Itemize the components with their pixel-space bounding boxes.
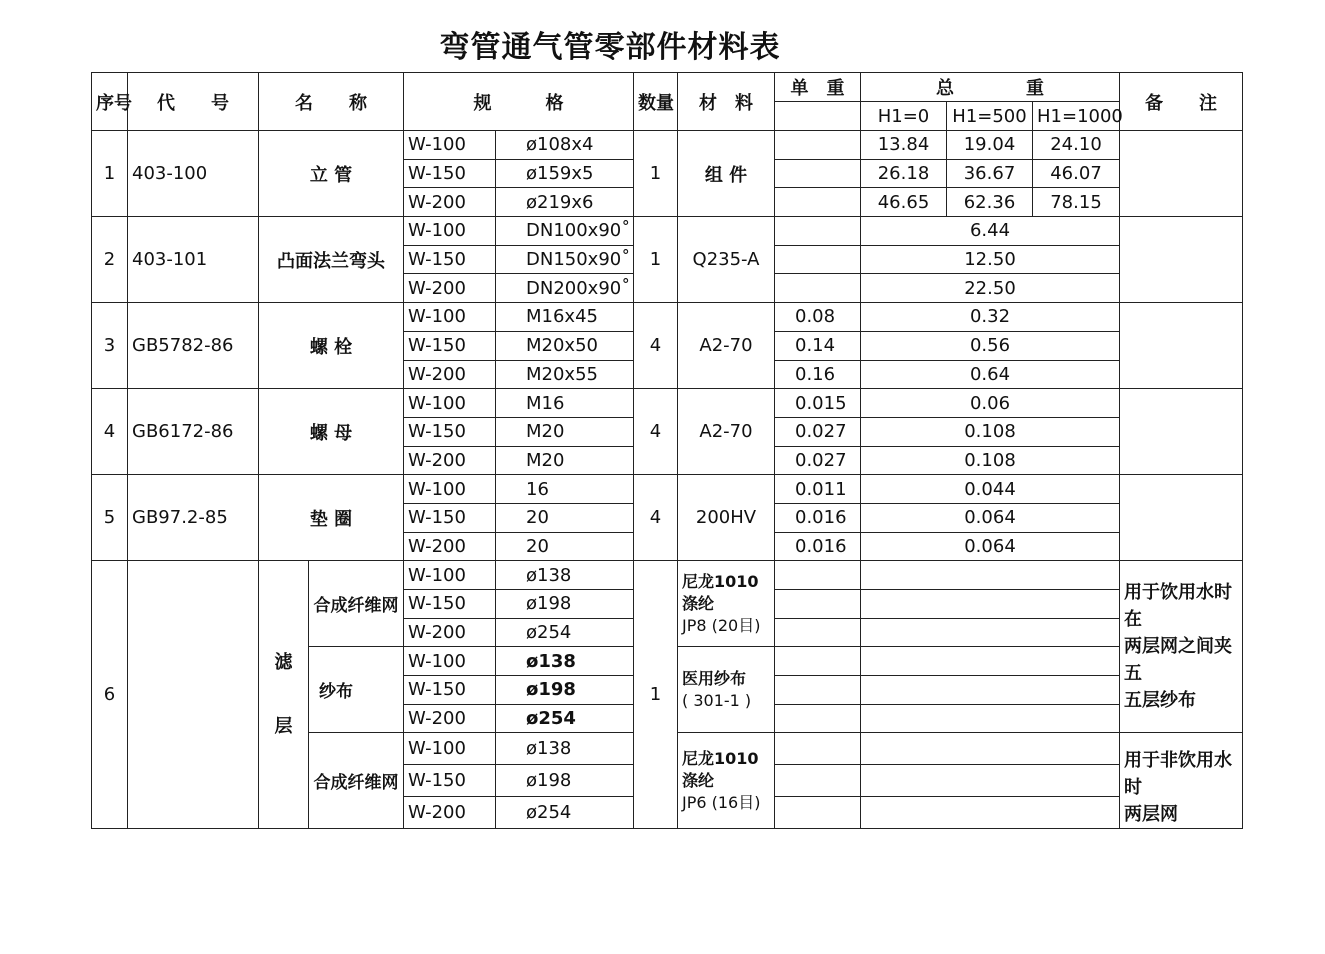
cell-unit-weight [775,245,861,274]
cell-remarks [1120,389,1243,475]
cell-total-h1-0: 13.84 [861,131,947,160]
cell-total-weight: 12.50 [861,245,1120,274]
cell-spec: DN200x90˚ [496,274,634,303]
cell-unit-weight [775,618,861,647]
cell-total-h1-1000: 24.10 [1033,131,1120,160]
cell-total-weight: 0.108 [861,446,1120,475]
cell-total-weight: 0.064 [861,532,1120,561]
cell-unit-weight: 0.015 [775,389,861,418]
cell-sub-name: 纱布 [309,647,404,733]
cell-model: W-100 [404,561,496,590]
cell-code: 403-101 [128,217,259,303]
cell-qty: 1 [634,217,678,303]
cell-model: W-200 [404,618,496,647]
cell-model: W-200 [404,360,496,389]
cell-unit-weight: 0.16 [775,360,861,389]
cell-seq: 6 [92,561,128,829]
material-line: 尼龙1010 [682,748,759,768]
table-row [92,217,1243,246]
cell-material [678,733,775,829]
header-seq: 序号 [92,73,128,131]
cell-total-h1-500: 19.04 [947,131,1033,160]
remark-line: 五层纱布 [1124,690,1196,712]
cell-spec: ø254 [496,618,634,647]
cell-unit-weight [775,274,861,303]
cell-unit-weight [775,590,861,619]
cell-material: 组 件 [678,131,775,217]
table-row [92,131,1243,160]
cell-total-weight [861,797,1120,829]
cell-seq: 4 [92,389,128,475]
cell-code [128,561,259,829]
cell-remarks [1120,475,1243,561]
cell-code: 403-100 [128,131,259,217]
remark-line: 用于饮用水时在 [1124,582,1232,631]
cell-qty: 4 [634,475,678,561]
filter-name-char: 层 [274,715,293,737]
material-line: 尼龙1010 [682,571,759,591]
cell-model: W-150 [404,417,496,446]
cell-name: 垫 圈 [259,475,404,561]
cell-unit-weight [775,765,861,797]
cell-total-weight [861,590,1120,619]
cell-unit-weight: 0.011 [775,475,861,504]
cell-code: GB97.2-85 [128,475,259,561]
cell-total-weight [861,561,1120,590]
header-h1-1000: H1=1000 [1033,102,1120,131]
material-line: 涤纶 [682,593,715,613]
cell-seq: 2 [92,217,128,303]
filter-name-char: 滤 [274,651,293,673]
cell-unit-weight [775,131,861,160]
cell-unit-weight: 0.016 [775,503,861,532]
cell-model: W-200 [404,188,496,217]
header-h1-0: H1=0 [861,102,947,131]
cell-spec: 16 [496,475,634,504]
cell-spec: DN150x90˚ [496,245,634,274]
cell-qty: 4 [634,389,678,475]
header-remarks: 备 注 [1120,73,1243,131]
cell-qty: 1 [634,131,678,217]
cell-unit-weight: 0.14 [775,331,861,360]
cell-model: W-200 [404,797,496,829]
cell-sub-name: 合成纤维网 [309,561,404,647]
cell-unit-weight [775,676,861,705]
cell-model: W-100 [404,303,496,332]
cell-spec: M16x45 [496,303,634,332]
cell-model: W-150 [404,503,496,532]
cell-material: A2-70 [678,303,775,389]
cell-seq: 1 [92,131,128,217]
cell-total-weight [861,676,1120,705]
cell-total-weight: 6.44 [861,217,1120,246]
cell-material [678,561,775,647]
cell-sub-name: 合成纤维网 [309,733,404,829]
table-row [92,561,1243,590]
cell-spec: ø138 [496,561,634,590]
cell-total-h1-1000: 78.15 [1033,188,1120,217]
cell-model: W-100 [404,131,496,160]
cell-unit-weight [775,733,861,765]
cell-spec: M20 [496,446,634,475]
remark-line: 两层网 [1124,804,1178,826]
cell-total-h1-500: 36.67 [947,159,1033,188]
cell-seq: 5 [92,475,128,561]
cell-unit-weight [775,647,861,676]
cell-unit-weight [775,797,861,829]
cell-remarks [1120,733,1243,829]
cell-qty: 4 [634,303,678,389]
header-unit-weight-blank [775,102,861,131]
cell-unit-weight [775,704,861,733]
cell-material: A2-70 [678,389,775,475]
cell-spec: M20x55 [496,360,634,389]
remark-line: 用于非饮用水时 [1124,750,1232,799]
cell-spec: ø198 [496,676,634,705]
cell-unit-weight [775,159,861,188]
cell-spec: DN100x90˚ [496,217,634,246]
cell-total-weight [861,618,1120,647]
cell-total-weight [861,733,1120,765]
material-line: 涤纶 [682,770,715,790]
cell-unit-weight: 0.027 [775,446,861,475]
cell-spec: ø254 [496,704,634,733]
cell-total-h1-1000: 46.07 [1033,159,1120,188]
cell-unit-weight [775,217,861,246]
header-material: 材 料 [678,73,775,131]
cell-material [678,647,775,733]
cell-remarks [1120,131,1243,217]
cell-spec: M20 [496,417,634,446]
cell-spec: M20x50 [496,331,634,360]
cell-name: 立 管 [259,131,404,217]
cell-model: W-150 [404,765,496,797]
cell-total-weight: 0.32 [861,303,1120,332]
cell-total-weight: 0.56 [861,331,1120,360]
table-row [92,303,1243,332]
cell-spec: M16 [496,389,634,418]
cell-material: Q235-A [678,217,775,303]
cell-model: W-100 [404,389,496,418]
cell-total-weight: 22.50 [861,274,1120,303]
header-row [92,73,1243,102]
cell-total-h1-0: 26.18 [861,159,947,188]
cell-spec: ø219x6 [496,188,634,217]
cell-total-weight [861,704,1120,733]
cell-model: W-200 [404,704,496,733]
cell-model: W-150 [404,331,496,360]
material-line: JP8 (20目) [682,615,761,635]
cell-spec: ø159x5 [496,159,634,188]
cell-unit-weight: 0.016 [775,532,861,561]
cell-seq: 3 [92,303,128,389]
cell-model: W-200 [404,532,496,561]
cell-model: W-100 [404,647,496,676]
cell-remarks [1120,217,1243,303]
cell-remarks [1120,561,1243,733]
cell-total-weight [861,647,1120,676]
cell-unit-weight: 0.08 [775,303,861,332]
cell-spec: 20 [496,532,634,561]
cell-name: 凸面法兰弯头 [259,217,404,303]
cell-spec: ø108x4 [496,131,634,160]
material-line: JP6 (16目) [682,792,761,812]
material-table [91,72,1243,829]
cell-name: 螺 母 [259,389,404,475]
cell-model: W-100 [404,217,496,246]
header-name: 名 称 [259,73,404,131]
table-row [92,389,1243,418]
cell-material: 200HV [678,475,775,561]
cell-model: W-200 [404,446,496,475]
cell-spec: ø254 [496,797,634,829]
header-total-weight: 总 重 [861,73,1120,102]
cell-total-weight: 0.06 [861,389,1120,418]
header-spec: 规 格 [404,73,634,131]
cell-total-h1-0: 46.65 [861,188,947,217]
cell-remarks [1120,303,1243,389]
material-line: 医用纱布 [682,668,747,688]
cell-total-weight: 0.108 [861,417,1120,446]
cell-model: W-150 [404,159,496,188]
cell-total-weight: 0.064 [861,503,1120,532]
cell-spec: ø198 [496,590,634,619]
cell-total-weight: 0.64 [861,360,1120,389]
cell-model: W-150 [404,245,496,274]
cell-name: 螺 栓 [259,303,404,389]
cell-unit-weight [775,561,861,590]
cell-spec: ø198 [496,765,634,797]
table-row [92,475,1243,504]
cell-code: GB6172-86 [128,389,259,475]
cell-model: W-150 [404,590,496,619]
cell-model: W-100 [404,475,496,504]
cell-filter-name [259,561,309,829]
cell-unit-weight: 0.027 [775,417,861,446]
cell-spec: 20 [496,503,634,532]
cell-total-weight [861,765,1120,797]
cell-model: W-100 [404,733,496,765]
header-code: 代 号 [128,73,259,131]
cell-qty: 1 [634,561,678,829]
remark-line: 两层网之间夹五 [1124,636,1232,685]
header-qty: 数量 [634,73,678,131]
cell-spec: ø138 [496,647,634,676]
material-line: ( 301-1 ) [682,690,752,710]
cell-total-weight: 0.044 [861,475,1120,504]
cell-model: W-200 [404,274,496,303]
header-h1-500: H1=500 [947,102,1033,131]
page-title: 弯管通气管零部件材料表 [439,30,781,65]
cell-total-h1-500: 62.36 [947,188,1033,217]
cell-unit-weight [775,188,861,217]
header-unit-weight: 单 重 [775,73,861,102]
cell-code: GB5782-86 [128,303,259,389]
cell-spec: ø138 [496,733,634,765]
cell-model: W-150 [404,676,496,705]
